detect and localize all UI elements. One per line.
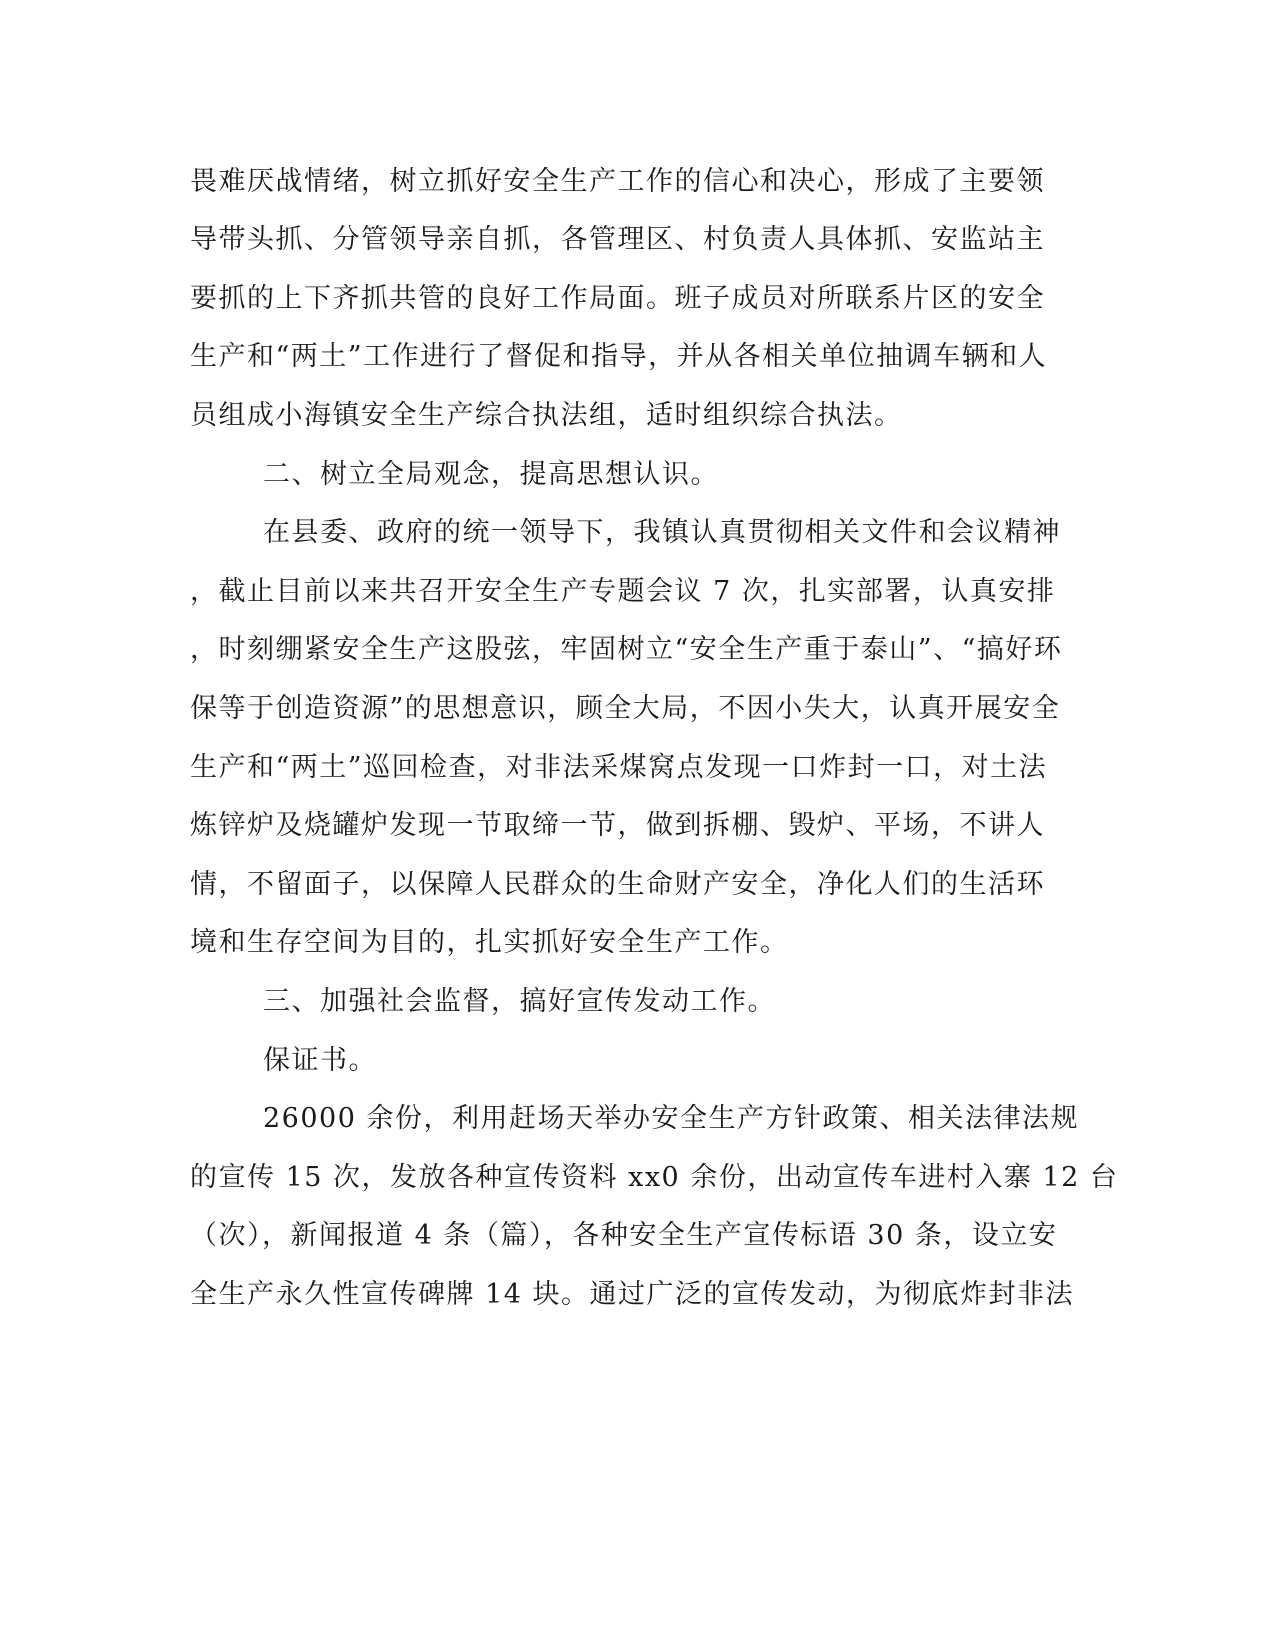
section-heading: 三、加强社会监督，搞好宣传发动工作。 [263,986,776,1017]
body-text-line: 导带头抓、分管领导亲自抓，各管理区、村负责人具体抓、安监站主 [190,224,1045,255]
body-text-line: 炼锌炉及烧罐炉发现一节取缔一节，做到拆棚、毁炉、平场，不讲人 [190,810,1045,841]
body-text-line: 26000 余份，利用赶场天举办安全生产方针政策、相关法律法规 [263,1103,1079,1134]
body-text-line: 保证书。 [263,1045,377,1076]
body-text-line: 全生产永久性宣传碑牌 14 块。通过广泛的宣传发动，为彻底炸封非法 [190,1279,1075,1310]
body-text-line: ，截止目前以来共召开安全生产专题会议 7 次，扎实部署，认真安排 [190,576,1056,607]
body-text-line: 的宣传 15 次，发放各种宣传资料 xx0 余份，出动宣传车进村入寨 12 台 [190,1162,1119,1193]
body-text-line: 要抓的上下齐抓共管的良好工作局面。班子成员对所联系片区的安全 [190,283,1045,314]
body-text-line: 保等于创造资源”的思想意识，顾全大局，不因小失大，认真开展安全 [190,693,1061,724]
body-text-line: 畏难厌战情绪，树立抓好安全生产工作的信心和决心，形成了主要领 [190,166,1045,197]
body-text-line: 员组成小海镇安全生产综合执法组，适时组织综合执法。 [190,400,903,431]
body-text-line: （次），新闻报道 4 条（篇），各种安全生产宣传标语 30 条，设立安 [190,1220,1058,1251]
body-text-line: 境和生存空间为目的，扎实抓好安全生产工作。 [190,927,789,958]
body-text-line: 生产和“两土”巡回检查，对非法采煤窝点发现一口炸封一口，对土法 [190,752,1048,783]
body-text-line: 生产和“两土”工作进行了督促和指导，并从各相关单位抽调车辆和人 [190,341,1048,372]
body-text-line: 在县委、政府的统一领导下，我镇认真贯彻相关文件和会议精神 [263,517,1061,548]
section-heading: 二、树立全局观念，提高思想认识。 [263,459,719,490]
body-text-line: 情，不留面子，以保障人民群众的生命财产安全，净化人们的生活环 [190,869,1045,900]
body-text-line: ，时刻绷紧安全生产这股弦，牢固树立“安全生产重于泰山”、“搞好环 [190,634,1063,665]
